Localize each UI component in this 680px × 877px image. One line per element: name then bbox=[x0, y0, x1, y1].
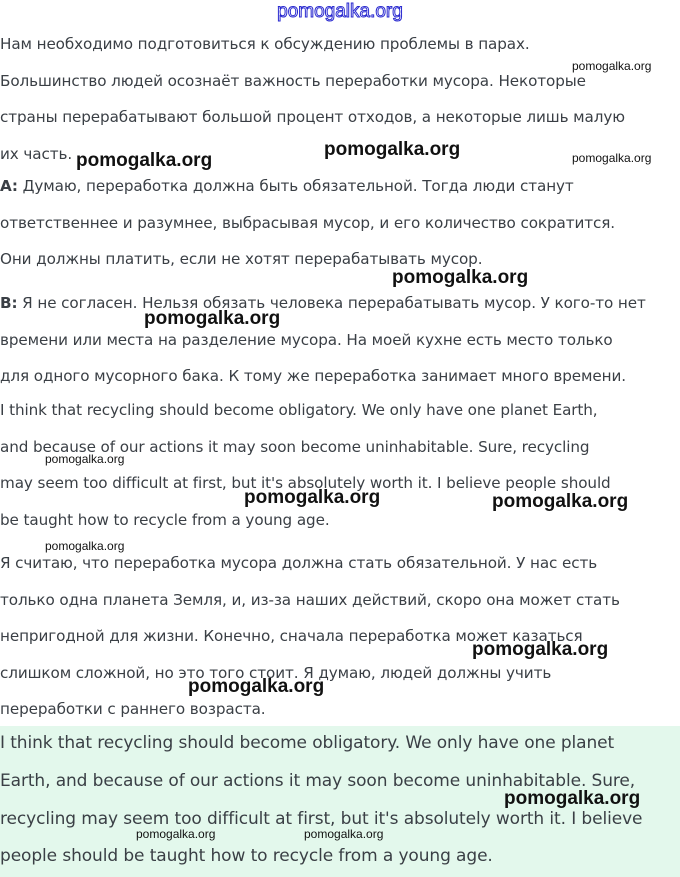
text-line: and because of our actions it may soon become uninhabitable. Sure, recycling bbox=[0, 437, 590, 456]
watermark: pomogalka.org bbox=[492, 491, 629, 512]
watermark: pomogalka.org bbox=[144, 308, 281, 329]
text-fragment: Думаю, переработка должна быть обязательной. Тогда люди станут bbox=[17, 177, 574, 195]
text-line: Earth, and because of our actions it may soon become uninhabitable. Sure, bbox=[0, 770, 636, 791]
text-line bbox=[0, 285, 678, 322]
watermark: pomogalka.org bbox=[572, 59, 652, 73]
watermark: pomogalka.org bbox=[504, 788, 641, 809]
watermark: pomogalka.org bbox=[472, 639, 609, 660]
watermark: pomogalka.org bbox=[244, 487, 381, 508]
text-line: Нам необходимо подготовиться к обсуждению проблемы в парах. bbox=[0, 35, 530, 53]
text-line: Я считаю, что переработка мусора должна стать обязательной. У нас есть bbox=[0, 554, 598, 572]
watermark: pomogalka.org bbox=[45, 452, 125, 466]
text-line: страны перерабатывают большой процент отходов, а некоторые лишь малую bbox=[0, 108, 625, 126]
translation-paragraph bbox=[0, 545, 678, 728]
text-line: переработки с раннего возраста. bbox=[0, 700, 266, 718]
watermark: pomogalka.org bbox=[572, 151, 652, 165]
text-line: Они должны платить, если не хотят перерабатывать мусор. bbox=[0, 250, 483, 268]
text-fragment: Я не согласен. Нельзя обязать человека перерабатывать мусор. У кого-то нет bbox=[17, 294, 646, 312]
text-line: I think that recycling should become obligatory. We only have one planet Earth, bbox=[0, 401, 598, 419]
text-line: времени или места на разделение мусора. На моей кухне есть место только bbox=[0, 330, 613, 349]
watermark: pomogalka.org bbox=[45, 539, 125, 553]
text-line: для одного мусорного бака. К тому же переработка занимает много времени. bbox=[0, 367, 626, 385]
site-header-logo: pomogalka.org bbox=[277, 1, 403, 22]
speaker-b-label: B: bbox=[0, 294, 18, 312]
text-line: recycling may seem too difficult at first, but it's absolutely worth it. I believe bbox=[0, 808, 643, 829]
watermark: pomogalka.org bbox=[136, 827, 216, 841]
speaker-a-paragraph bbox=[0, 168, 678, 278]
watermark: pomogalka.org bbox=[304, 827, 384, 841]
speaker-a-label: A: bbox=[0, 177, 18, 195]
watermark: pomogalka.org bbox=[76, 150, 213, 171]
text-line: ответственнее и разумнее, выбрасывая мусор, и его количество сократится. bbox=[0, 213, 615, 232]
speaker-b-paragraph bbox=[0, 285, 678, 395]
text-line: непригодной для жизни. Конечно, сначала переработка может казаться bbox=[0, 627, 583, 645]
watermark: pomogalka.org bbox=[324, 139, 461, 160]
text-line: только одна планета Земля, и, из-за наших действий, скоро она может стать bbox=[0, 590, 620, 609]
text-line: Большинство людей осознаёт важность переработки мусора. Некоторые bbox=[0, 71, 586, 90]
text-line: people should be taught how to recycle from a young age. bbox=[0, 846, 493, 867]
text-line bbox=[0, 168, 678, 205]
text-line: их часть. bbox=[0, 144, 73, 163]
text-line: be taught how to recycle from a young age. bbox=[0, 510, 330, 529]
watermark: pomogalka.org bbox=[392, 267, 529, 288]
text-line: I think that recycling should become obligatory. We only have one planet bbox=[0, 733, 615, 753]
text-line: may seem too difficult at first, but it's absolutely worth it. I believe people should bbox=[0, 474, 611, 492]
watermark: pomogalka.org bbox=[188, 676, 325, 697]
text-line: слишком сложной, но это того стоит. Я думаю, людей должны учить bbox=[0, 663, 552, 682]
